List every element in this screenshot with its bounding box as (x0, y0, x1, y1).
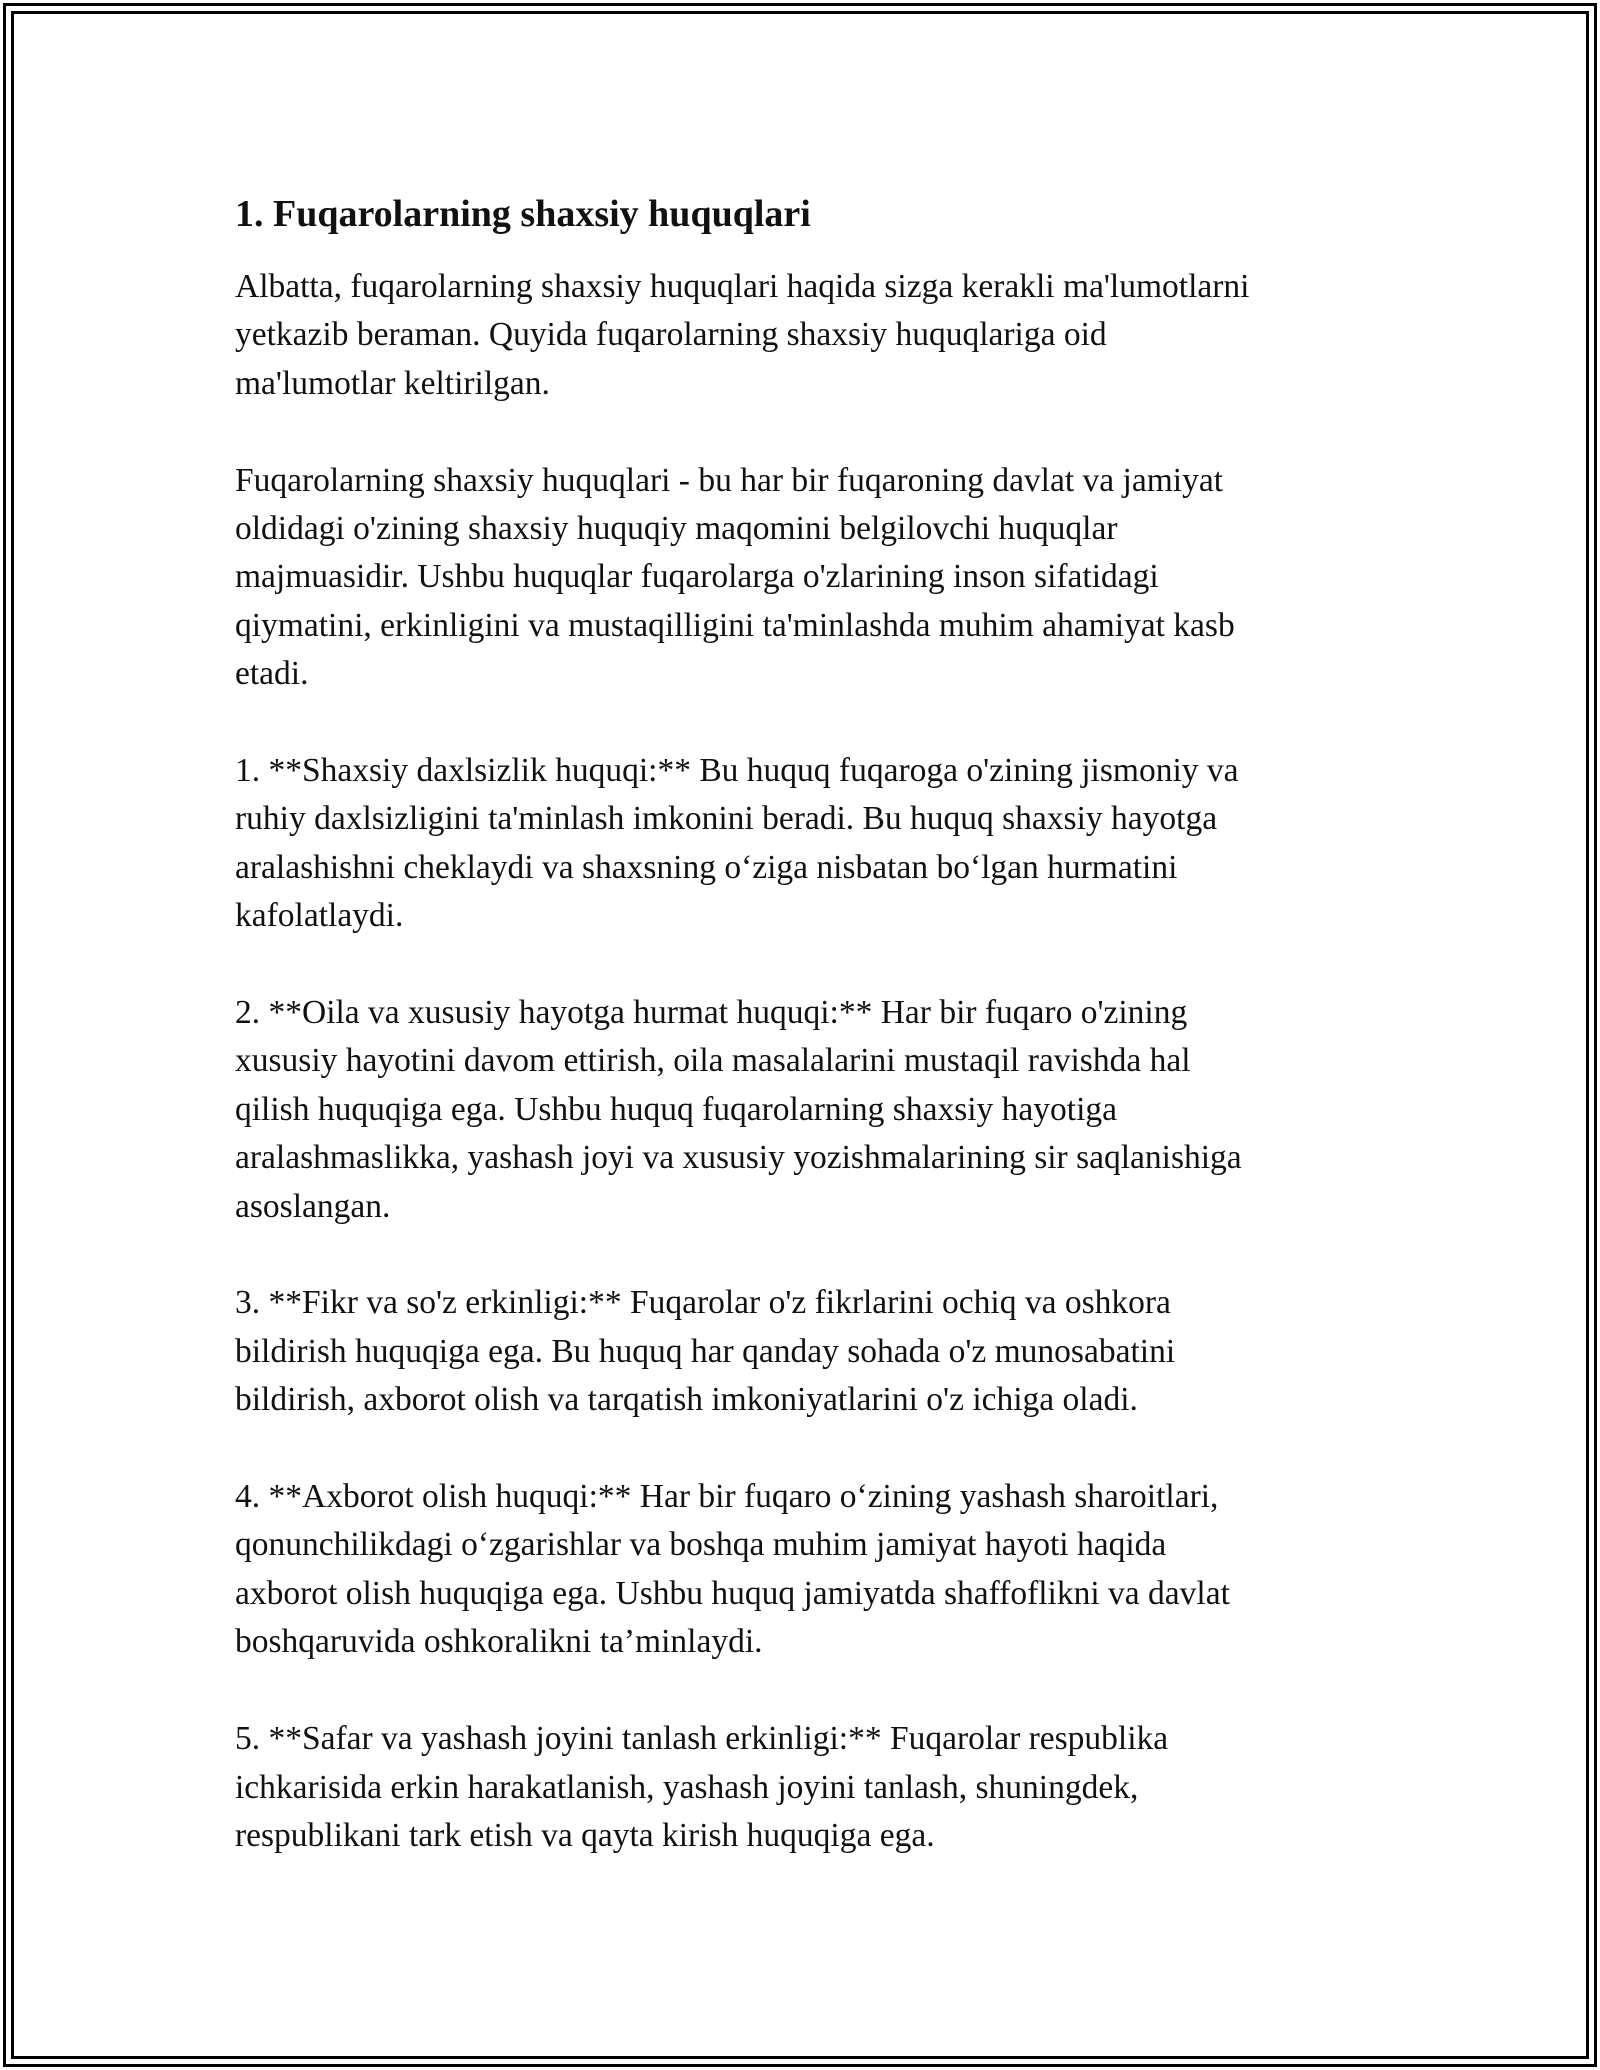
document-heading: 1. Fuqarolarning shaxsiy huquqlari (235, 193, 811, 235)
paragraph-item-5: 5. **Safar va yashash joyini tanlash erkinligi:** Fuqarolar respublika ichkarisida erkin harakatlanish, yashash joyini tanlash, shuningdek, respublikani tark etish va qayta kirish huquqiga ega. (235, 1720, 1169, 1854)
paragraph-intro: Albatta, fuqarolarning shaxsiy huquqlari haqida sizga kerakli ma'lumotlarni yetkazib beraman. Quyida fuqarolarning shaxsiy huquqlariga oid ma'lumotlar keltirilgan. (235, 268, 1250, 402)
paragraph-item-3: 3. **Fikr va so'z erkinligi:** Fuqarolar o'z fikrlarini ochiq va oshkora bildirish huquqiga ega. Bu huquq har qanday sohada o'z munosabatini bildirish, axborot olish va tarqatish imkoniyatlarini o'z ichiga oladi. (235, 1284, 1176, 1419)
document-body (235, 188, 1365, 1860)
paragraph-item-4: 4. **Axborot olish huquqi:** Har bir fuqaro o‘zining yashash sharoitlari, qonunchilikdagi o‘zgarishlar va boshqa muhim jamiyat hayoti haqida axborot olish huquqiga ega. Ushbu huquq jamiyatda shaffoflikni va davlat boshqaruvida oshkoralikni ta’minlaydi. (235, 1478, 1230, 1661)
paragraph-item-1: 1. **Shaxsiy daxlsizlik huquqi:** Bu huquq fuqaroga o'zining jismoniy va ruhiy daxlsizligini ta'minlash imkonini beradi. Bu huquq shaxsiy hayotga aralashishni cheklaydi va shaxsning o‘ziga nisbatan bo‘lgan hurmatini kafolatlaydi. (235, 752, 1239, 935)
paragraph-definition: Fuqarolarning shaxsiy huquqlari - bu har bir fuqaroning davlat va jamiyat oldidagi o'zining shaxsiy huquqiy maqomini belgilovchi huquqlar majmuasidir. Ushbu huquqlar fuqarolarga o'zlarining inson sifatidagi qiymatini, erkinligini va mustaqilligini ta'minlashda muhim ahamiyat kasb etadi. (235, 461, 1235, 693)
paragraph-item-2: 2. **Oila va xususiy hayotga hurmat huquqi:** Har bir fuqaro o'zining xususiy hayotini davom ettirish, oila masalalarini mustaqil ravishda hal qilish huquqiga ega. Ushbu huquq fuqarolarning shaxsiy hayotiga aralashmaslikka, yashash joyi va xususiy yozishmalarining sir saqlanishiga asoslangan. (235, 994, 1242, 1225)
